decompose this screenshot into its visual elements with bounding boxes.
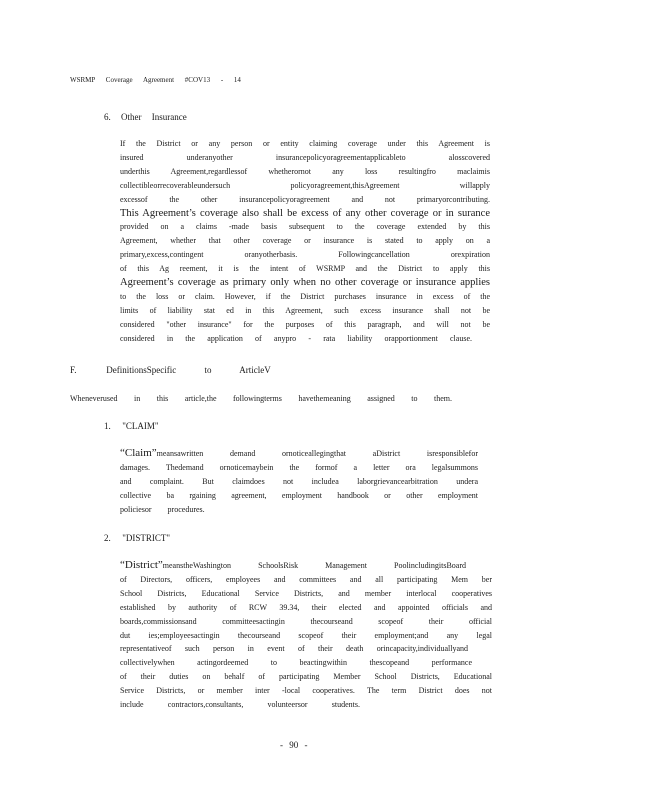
district-heading	[104, 533, 170, 543]
text-line: damages. Thedemand ornoticemaybein the formof a letter ora legalsummons	[120, 462, 478, 472]
text-line: to the loss or claim. However, if the District purchases insurance in excess of the	[120, 291, 490, 301]
text-line: Agreement, whether that other coverage or insurance is stated to apply on a	[120, 236, 490, 246]
text-line: representativeof such person in event of their death orincapacity,individuallyand	[120, 644, 468, 654]
text-line: This Agreement’s coverage also shall be excess of any other coverage or in surance	[120, 207, 490, 219]
section-6-number: 6.	[104, 112, 111, 122]
text-line: excessof the other insurancepolicyoragreement and not primaryorcontributing.	[120, 194, 490, 204]
running-header: WSRMP Coverage Agreement #COV13 - 14	[70, 76, 241, 84]
text-line: of their duties on behalf of participating Member School Districts, Educational	[120, 672, 492, 682]
defined-term: “Claim”	[120, 447, 157, 459]
claim-number: 1.	[104, 421, 111, 431]
section-F-heading	[70, 365, 271, 375]
defined-term: “District”	[120, 559, 163, 571]
text-line: collectivelywhen actingordeemed to beactingwithin thescopeand performance	[120, 658, 472, 668]
text-line: collectibleorrecoverableundersuch policyoragreement,thisAgreement willapply	[120, 180, 490, 190]
text-line: boards,commissionsand committeesactingin thecourseand scopeof their official	[120, 616, 492, 626]
text-line	[120, 559, 466, 573]
claim-title: "CLAIM"	[122, 421, 159, 431]
text-line: considered "other insurance" for the purposes of this paragraph, and will not be	[120, 319, 490, 329]
text-line: dut ies;employeesactingin thecourseand scopeof their employment;and any legal	[120, 630, 492, 640]
text-line: collective ba rgaining agreement, employment handbook or other employment	[120, 490, 478, 500]
section-6-heading	[104, 112, 187, 122]
district-title: "DISTRICT"	[122, 533, 171, 543]
text-line: and complaint. But claimdoes not includea laborgrievancearbitration undera	[120, 476, 478, 486]
section-6-title: Other Insurance	[121, 112, 187, 122]
text-line: insured underanyother insurancepolicyoragreementapplicableto alosscovered	[120, 152, 490, 162]
text-line: established by authority of RCW 39.34, their elected and appointed officials and	[120, 602, 492, 612]
text-line: School Districts, Educational Service Districts, and member interlocal cooperatives	[120, 588, 492, 598]
text-segment: meanstheWashington SchoolsRisk Management PoolincludingitsBoard	[162, 561, 466, 570]
district-definition	[120, 559, 492, 712]
text-line: policiesor procedures.	[120, 504, 205, 514]
section-F-title: DefinitionsSpecific to ArticleV	[106, 365, 271, 375]
page-number: - 90 -	[280, 740, 308, 750]
text-line: Service Districts, or member inter -local cooperatives. The term District does not	[120, 686, 492, 696]
text-line: of Directors, officers, employees and committees and all participating Mem ber	[120, 574, 492, 584]
text-line: underthis Agreement,regardlessof whetherornot any loss resultingfro maclaimis	[120, 166, 490, 176]
district-number: 2.	[104, 533, 111, 543]
claim-heading	[104, 421, 159, 431]
text-line: of this Ag reement, it is the intent of WSRMP and the District to apply this	[120, 264, 490, 274]
definitions-intro: Wheneverused in this article,the followingterms havethemeaning assigned to them.	[70, 394, 452, 403]
text-segment: meansawritten demand ornoticeallegingthat aDistrict isresponsiblefor	[156, 449, 478, 458]
text-line: Agreement’s coverage as primary only when no other coverage or insurance applies	[120, 277, 490, 289]
section-F-letter: F.	[70, 365, 77, 375]
text-line: primary,excess,contingent oranyotherbasis. Followingcancellation orexpiration	[120, 250, 490, 260]
text-line: include contractors,consultants, volunteersor students.	[120, 700, 360, 710]
other-insurance-paragraph	[120, 137, 490, 346]
text-line	[120, 447, 478, 461]
text-line: considered in the application of anypro - rata liability orapportionment clause.	[120, 333, 472, 343]
text-line: If the District or any person or entity claiming coverage under this Agreement is	[120, 139, 490, 148]
claim-definition	[120, 447, 478, 517]
text-line: provided on a claims -made basis subsequent to the coverage extended by this	[120, 222, 490, 232]
text-line: limits of liability stat ed in this Agreement, such excess insurance shall not be	[120, 305, 490, 315]
